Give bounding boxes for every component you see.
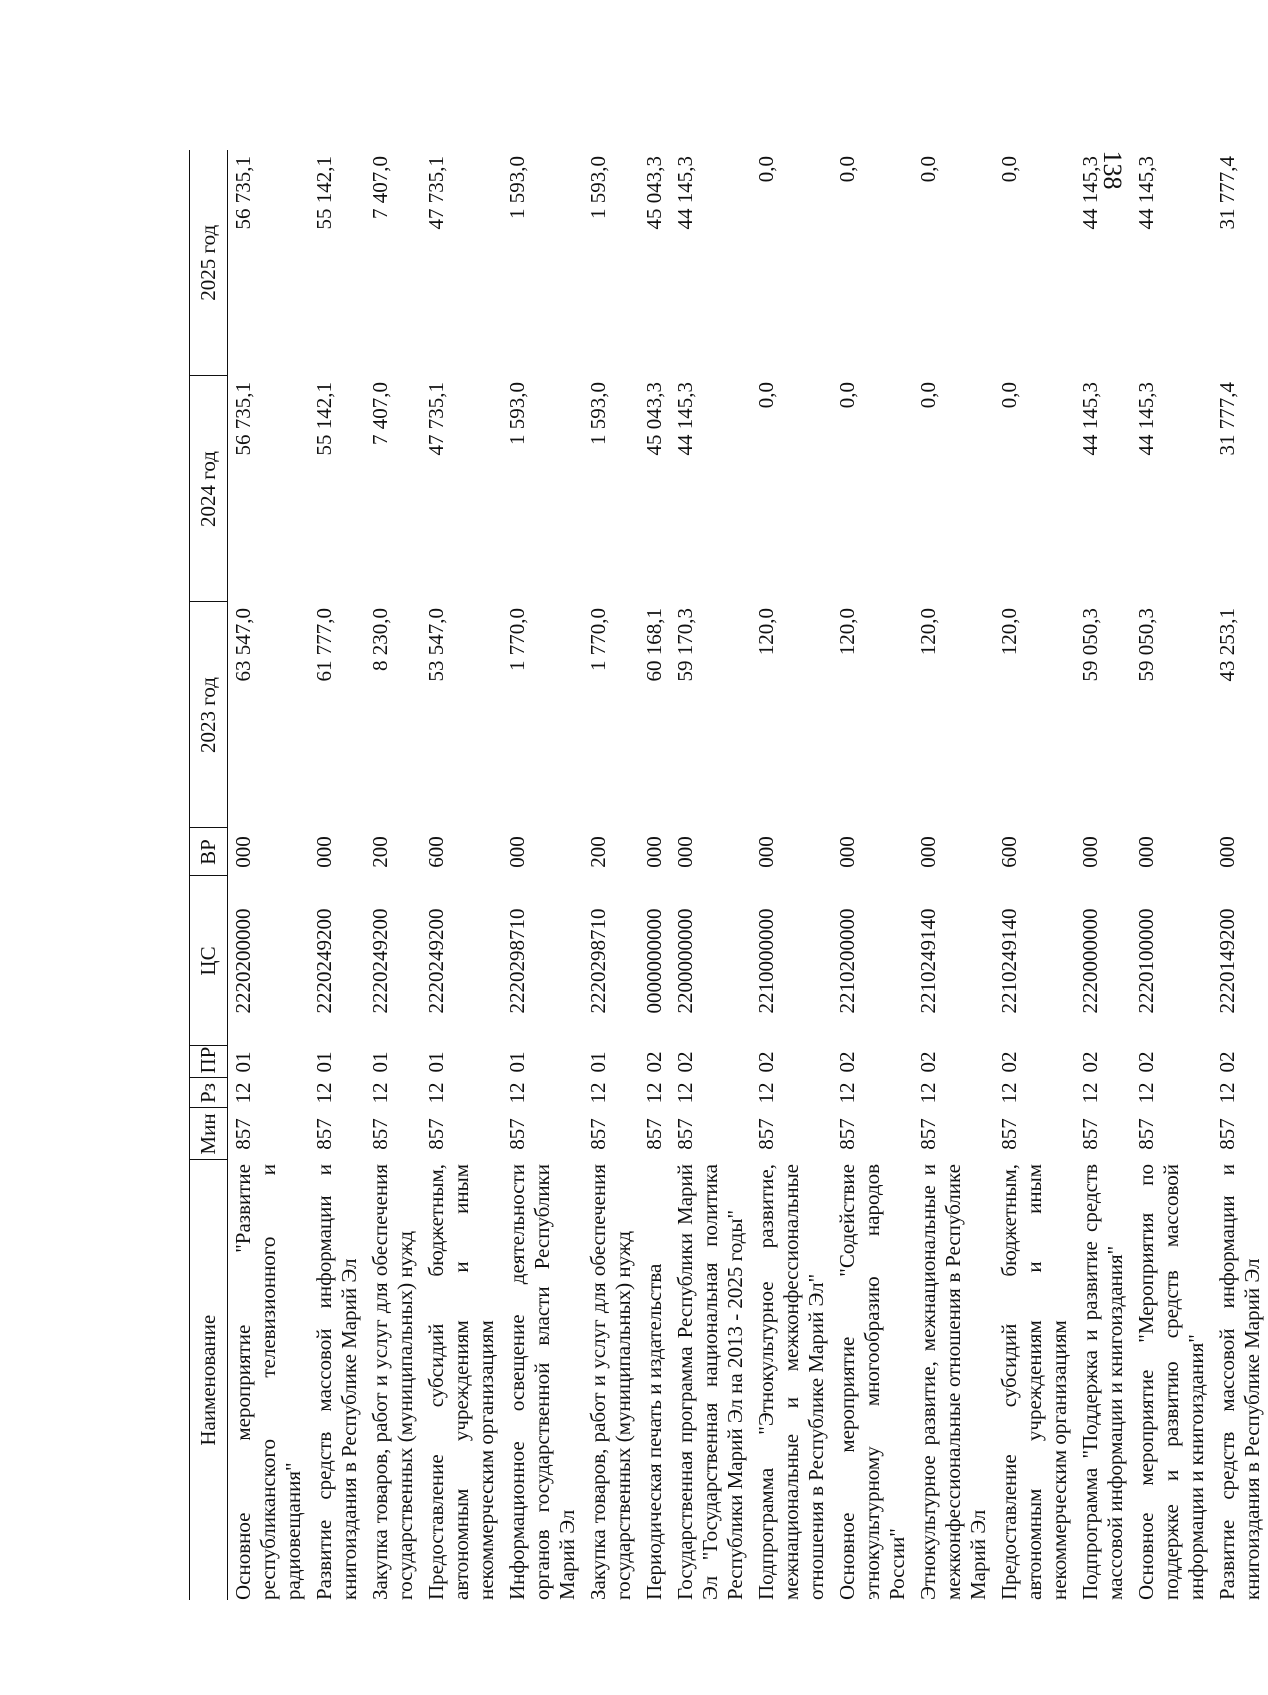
table-row — [583, 150, 639, 1600]
cell-min: 857 — [505, 1118, 529, 1150]
cell-cs: 2220249200 — [424, 908, 448, 1014]
cell-cs: 2210200000 — [835, 908, 859, 1014]
cell-pr: 01 — [368, 1051, 392, 1073]
cell-y2025: 31 777,4 — [1215, 156, 1239, 230]
cell-rz: 12 — [424, 1082, 448, 1104]
table-row — [421, 150, 502, 1600]
cell-rz: 12 — [586, 1082, 610, 1104]
table-body — [228, 150, 1268, 1600]
cell-y2024: 0,0 — [835, 382, 859, 409]
cell-min: 857 — [424, 1118, 448, 1150]
cell-name: Периодическая печать и издательства — [642, 1263, 666, 1600]
cell-vr: 000 — [916, 836, 940, 868]
cell-min: 857 — [754, 1118, 778, 1150]
cell-pr: 02 — [1078, 1051, 1102, 1073]
table-header-row — [190, 150, 228, 1600]
cell-min: 857 — [231, 1118, 255, 1150]
table-row — [1131, 150, 1212, 1600]
cell-min: 857 — [586, 1118, 610, 1150]
cell-name: Основное мероприятие "Развитие республиканского телевизионного и радиовещания" — [231, 1164, 305, 1600]
cell-min: 857 — [642, 1118, 666, 1150]
cell-cs: 2220000000 — [1078, 908, 1102, 1014]
cell-pr: 02 — [1215, 1051, 1239, 1073]
cell-y2025: 44 145,3 — [673, 156, 697, 230]
cell-rz: 12 — [1078, 1082, 1102, 1104]
cell-y2025: 0,0 — [916, 156, 940, 183]
cell-cs: 2210000000 — [754, 908, 778, 1014]
cell-pr: 02 — [835, 1051, 859, 1073]
cell-y2023: 120,0 — [997, 608, 1021, 656]
cell-cs: 2220298710 — [586, 908, 610, 1014]
cell-name: Подпрограмма "Этнокультурное развитие, межнациональные и межконфессиональные отношения в Республике Марий Эл" — [754, 1164, 828, 1600]
cell-rz: 12 — [754, 1082, 778, 1104]
cell-y2023: 63 547,0 — [231, 608, 255, 682]
cell-y2023: 1 770,0 — [586, 608, 610, 671]
cell-cs: 2220100000 — [1134, 908, 1158, 1014]
cell-name: Развитие средств массовой информации и книгоиздания в Республике Марий Эл — [312, 1164, 361, 1600]
cell-min: 857 — [312, 1118, 336, 1150]
cell-y2024: 44 145,3 — [673, 382, 697, 456]
cell-name: Предоставление субсидий бюджетным, автономным учреждениям и иным некоммерческим организациям — [424, 1164, 498, 1600]
cell-vr: 000 — [1078, 836, 1102, 868]
cell-rz: 12 — [916, 1082, 940, 1104]
header-2023: 2023 год — [190, 602, 228, 828]
cell-y2023: 43 253,1 — [1215, 608, 1239, 682]
cell-min: 857 — [673, 1118, 697, 1150]
cell-rz: 12 — [505, 1082, 529, 1104]
cell-name: Основное мероприятие "Содействие этнокультурному многообразию народов России" — [835, 1164, 909, 1600]
table-row — [502, 150, 583, 1600]
cell-rz: 12 — [1134, 1082, 1158, 1104]
cell-y2025: 1 593,0 — [505, 156, 529, 219]
cell-y2024: 0,0 — [916, 382, 940, 409]
cell-rz: 12 — [673, 1082, 697, 1104]
table-row — [913, 150, 994, 1600]
cell-cs: 2200000000 — [673, 908, 697, 1014]
table-row — [670, 150, 751, 1600]
cell-cs: 0000000000 — [642, 908, 666, 1014]
header-vr: ВР — [190, 828, 228, 876]
cell-y2024: 44 145,3 — [1078, 382, 1102, 456]
cell-cs: 2220249200 — [312, 908, 336, 1014]
cell-y2025: 45 043,3 — [642, 156, 666, 230]
cell-pr: 02 — [916, 1051, 940, 1073]
cell-y2024: 7 407,0 — [368, 382, 392, 445]
cell-vr: 000 — [1134, 836, 1158, 868]
header-2025: 2025 год — [190, 150, 228, 376]
cell-y2025: 44 145,3 — [1134, 156, 1158, 230]
cell-name: Информационное освещение деятельности органов государственной власти Республики Марий Эл — [505, 1164, 579, 1600]
header-pr: ПР — [190, 1046, 228, 1078]
cell-vr: 600 — [997, 836, 1021, 868]
cell-pr: 01 — [505, 1051, 529, 1073]
table-row — [309, 150, 365, 1600]
cell-y2023: 53 547,0 — [424, 608, 448, 682]
table-row — [1075, 150, 1131, 1600]
header-cs: ЦС — [190, 876, 228, 1046]
cell-y2023: 59 050,3 — [1078, 608, 1102, 682]
cell-name: Развитие средств массовой информации и книгоиздания в Республике Марий Эл — [1215, 1164, 1264, 1600]
page-number: 138 — [1098, 150, 1127, 190]
cell-vr: 000 — [642, 836, 666, 868]
cell-y2025: 56 735,1 — [231, 156, 255, 230]
cell-y2023: 61 777,0 — [312, 608, 336, 682]
cell-y2025: 47 735,1 — [424, 156, 448, 230]
cell-vr: 000 — [312, 836, 336, 868]
cell-vr: 000 — [1215, 836, 1239, 868]
cell-name: Подпрограмма "Поддержка и развитие средств массовой информации и книгоиздания" — [1078, 1164, 1127, 1600]
cell-min: 857 — [1215, 1118, 1239, 1150]
cell-pr: 01 — [231, 1051, 255, 1073]
cell-cs: 2220200000 — [231, 908, 255, 1014]
cell-y2025: 0,0 — [997, 156, 1021, 183]
table-row — [832, 150, 913, 1600]
cell-y2023: 60 168,1 — [642, 608, 666, 682]
table-row — [751, 150, 832, 1600]
cell-min: 857 — [1078, 1118, 1102, 1150]
cell-rz: 12 — [642, 1082, 666, 1104]
cell-min: 857 — [1134, 1118, 1158, 1150]
table-row — [365, 150, 421, 1600]
cell-y2023: 120,0 — [754, 608, 778, 656]
cell-min: 857 — [368, 1118, 392, 1150]
cell-name: Закупка товаров, работ и услуг для обеспечения государственных (муниципальных) нужд — [368, 1164, 417, 1600]
cell-cs: 2220249200 — [368, 908, 392, 1014]
cell-vr: 000 — [505, 836, 529, 868]
cell-rz: 12 — [1215, 1082, 1239, 1104]
cell-cs: 2210249140 — [997, 908, 1021, 1014]
cell-pr: 01 — [586, 1051, 610, 1073]
table-row — [228, 150, 310, 1600]
cell-y2023: 59 170,3 — [673, 608, 697, 682]
cell-y2023: 1 770,0 — [505, 608, 529, 671]
cell-vr: 000 — [231, 836, 255, 868]
cell-vr: 200 — [368, 836, 392, 868]
header-name: Наименование — [190, 1160, 228, 1600]
cell-y2025: 44 145,3 — [1078, 156, 1102, 230]
cell-vr: 000 — [835, 836, 859, 868]
cell-cs: 2220298710 — [505, 908, 529, 1014]
cell-min: 857 — [916, 1118, 940, 1150]
cell-name: Этнокультурное развитие, межнациональные и межконфессиональные отношения в Республике Марий Эл — [916, 1164, 990, 1600]
cell-y2024: 0,0 — [997, 382, 1021, 409]
cell-name: Основное мероприятие "Мероприятия по поддержке и развитию средств массовой информации и книгоиздания" — [1134, 1164, 1208, 1600]
cell-y2023: 59 050,3 — [1134, 608, 1158, 682]
cell-pr: 02 — [642, 1051, 666, 1073]
cell-pr: 01 — [312, 1051, 336, 1073]
cell-pr: 01 — [424, 1051, 448, 1073]
cell-min: 857 — [835, 1118, 859, 1150]
cell-name: Государственная программа Республики Марий Эл "Государственная национальная политика Республики Марий Эл на 2013 - 2025 годы" — [673, 1164, 747, 1600]
cell-pr: 02 — [1134, 1051, 1158, 1073]
cell-y2025: 1 593,0 — [586, 156, 610, 219]
cell-y2025: 0,0 — [835, 156, 859, 183]
cell-y2024: 45 043,3 — [642, 382, 666, 456]
cell-vr: 000 — [673, 836, 697, 868]
cell-y2025: 7 407,0 — [368, 156, 392, 219]
cell-y2023: 120,0 — [916, 608, 940, 656]
table-row — [639, 150, 670, 1600]
cell-pr: 02 — [754, 1051, 778, 1073]
cell-y2024: 47 735,1 — [424, 382, 448, 456]
cell-y2023: 120,0 — [835, 608, 859, 656]
cell-y2024: 44 145,3 — [1134, 382, 1158, 456]
cell-rz: 12 — [312, 1082, 336, 1104]
cell-y2024: 31 777,4 — [1215, 382, 1239, 456]
cell-y2024: 0,0 — [754, 382, 778, 409]
cell-pr: 02 — [997, 1051, 1021, 1073]
cell-cs: 2210249140 — [916, 908, 940, 1014]
cell-y2025: 55 142,1 — [312, 156, 336, 230]
table-row — [994, 150, 1075, 1600]
cell-y2024: 1 593,0 — [505, 382, 529, 445]
header-2024: 2024 год — [190, 376, 228, 602]
cell-y2025: 0,0 — [754, 156, 778, 183]
cell-y2024: 56 735,1 — [231, 382, 255, 456]
cell-y2023: 8 230,0 — [368, 608, 392, 671]
header-rz: Рз — [190, 1078, 228, 1108]
cell-name: Предоставление субсидий бюджетным, автономным учреждениям и иным некоммерческим организациям — [997, 1164, 1071, 1600]
cell-cs: 2220149200 — [1215, 908, 1239, 1014]
cell-rz: 12 — [231, 1082, 255, 1104]
cell-rz: 12 — [835, 1082, 859, 1104]
cell-rz: 12 — [368, 1082, 392, 1104]
cell-vr: 000 — [754, 836, 778, 868]
cell-y2024: 1 593,0 — [586, 382, 610, 445]
cell-min: 857 — [997, 1118, 1021, 1150]
budget-table — [189, 150, 1268, 1600]
cell-pr: 02 — [673, 1051, 697, 1073]
table-row — [1212, 150, 1268, 1600]
cell-vr: 600 — [424, 836, 448, 868]
cell-vr: 200 — [586, 836, 610, 868]
cell-y2024: 55 142,1 — [312, 382, 336, 456]
cell-rz: 12 — [997, 1082, 1021, 1104]
header-min: Мин — [190, 1108, 228, 1160]
cell-name: Закупка товаров, работ и услуг для обеспечения государственных (муниципальных) нужд — [586, 1164, 635, 1600]
